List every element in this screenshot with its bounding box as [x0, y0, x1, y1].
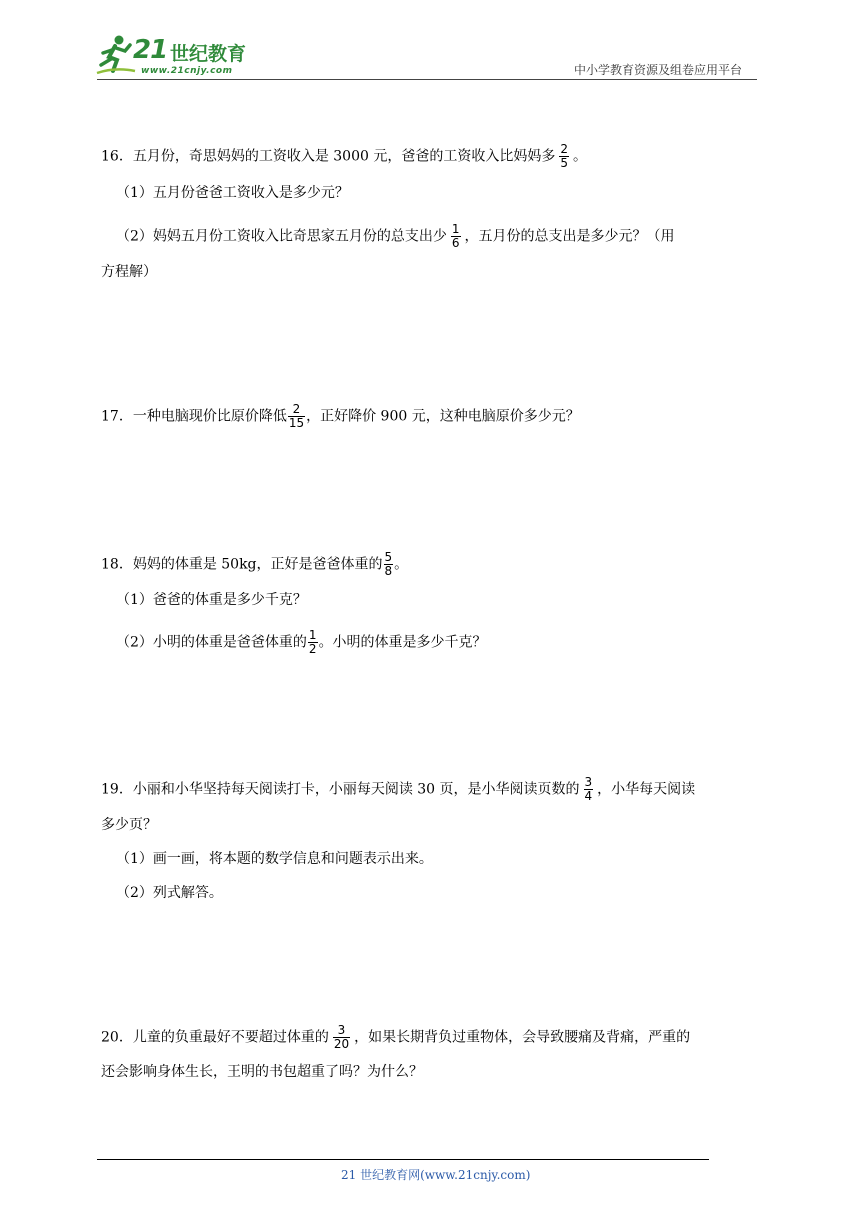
question-16-part-1: （1）五月份爸爸工资收入是多少元？ — [116, 185, 349, 201]
fraction: $\frac{1}{6}$ — [451, 222, 460, 250]
platform-name: 中小学教育资源及组卷应用平台 — [574, 63, 743, 77]
question-16-part-2: （2）妈妈五月份工资收入比奇思家五月份的总支出少 $\frac{1}{6}$ ，五月份的总支出是多少元？（用 — [116, 222, 675, 250]
question-19-part-1: （1）画一画，将本题的数学信息和问题表示出来。 — [116, 851, 433, 867]
fraction: $\frac{3}{4}$ — [584, 775, 593, 803]
runner-icon — [95, 33, 137, 77]
question-16: 16．五月份，奇思妈妈的工资收入是 3000 元，爸爸的工资收入比妈妈多 $\frac{2}{5}$ 。 — [101, 142, 587, 170]
question-20-cont: 还会影响身体生长，王明的书包超重了吗？为什么？ — [101, 1064, 423, 1080]
question-19-part-2: （2）列式解答。 — [116, 885, 223, 901]
question-20: 20．儿童的负重最好不要超过体重的 $\frac{3}{20}$ ，如果长期背负过重物体，会导致腰痛及背痛，严重的 — [101, 1023, 691, 1051]
fraction: $\frac{2}{15}$ — [288, 402, 305, 430]
question-16-part-2-cont: 方程解） — [101, 264, 157, 280]
header-divider — [97, 79, 757, 80]
logo-number: 21 — [133, 35, 168, 65]
question-17: 17．一种电脑现价比原价降低 $\frac{2}{15}$ ，正好降价 900 元，这种电脑原价多少元？ — [101, 402, 580, 430]
footer-link[interactable]: 21 世纪教育网(www.21cnjy.com) — [341, 1168, 531, 1182]
site-logo — [95, 33, 270, 79]
question-18-part-1: （1）爸爸的体重是多少千克？ — [116, 592, 307, 608]
logo-url: www.21cnjy.com — [141, 66, 233, 76]
fraction: $\frac{1}{2}$ — [308, 628, 317, 656]
fraction: $\frac{3}{20}$ — [333, 1023, 350, 1051]
footer-divider — [97, 1159, 709, 1160]
question-16-text: 16．五月份，奇思妈妈的工资收入是 3000 元，爸爸的工资收入比妈妈多 — [101, 148, 556, 165]
question-19: 19．小丽和小华坚持每天阅读打卡，小丽每天阅读 30 页，是小华阅读页数的 $\frac{3}{4}$ ，小华每天阅读 — [101, 775, 696, 803]
fraction: $\frac{5}{8}$ — [384, 550, 393, 578]
logo-brand: 世纪教育 — [170, 43, 247, 65]
fraction: $\frac{2}{5}$ — [560, 142, 568, 170]
question-18-part-2: （2）小明的体重是爸爸体重的 $\frac{1}{2}$ 。小明的体重是多少千克？ — [116, 628, 487, 656]
question-19-cont: 多少页？ — [101, 817, 157, 833]
question-18: 18．妈妈的体重是 50kg，正好是爸爸体重的 $\frac{5}{8}$ 。 — [101, 550, 409, 578]
